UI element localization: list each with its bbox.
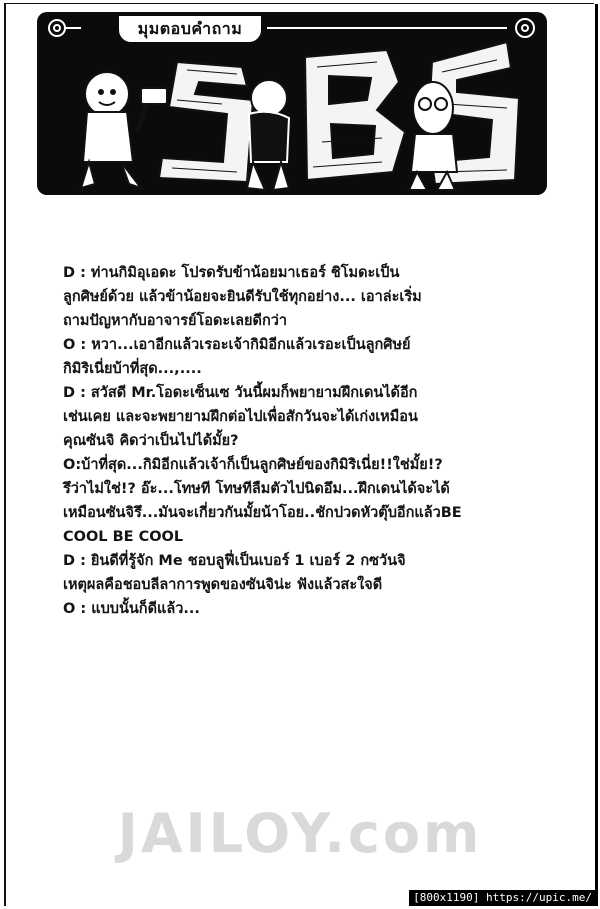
title-tab <box>119 16 261 42</box>
wooden-letters <box>159 42 519 184</box>
article-line: กิมิริเนี่ยบ้าที่สุด...,.... <box>63 361 202 377</box>
swirl-ornament-right <box>267 19 534 37</box>
qa-article <box>63 261 583 621</box>
article-line: รึว่าไม่ใช่!? อ๊ะ...โทษที โทษทีลืมตัวไปนิดอึม...ฝึกเดนได้จะได้ <box>63 481 450 497</box>
article-line: เหมือนซันจิรึ...มันจะเกี่ยวกันมั้ยน้าโอย..ชักปวดหัวตุ๊บอีกแล้วBE <box>63 505 462 521</box>
article-line: D : สวัสดี Mr.โอดะเซ็นเซ วันนี้ผมก็พยายามฝึกเดนได้อีก <box>63 385 418 401</box>
article-line: คุณซันจิ คิดว่าเป็นไปได้มั้ย? <box>63 433 239 449</box>
article-line: เช่นเคย และจะพยายามฝึกต่อไปเพื่อสักวันจะได้เก่งเหมือน <box>63 409 418 425</box>
character-middle <box>247 80 289 190</box>
article-line: COOL BE COOL <box>63 529 184 545</box>
header-panel <box>37 12 547 195</box>
character-left <box>81 72 167 188</box>
article-line: O : หวา...เอาอีกแล้วเรอะเจ้ากิมิอีกแล้วเรอะเป็นลูกศิษย์ <box>63 337 411 353</box>
article-line: D : ยินดีที่รู้จัก Me ชอบลูฟี่เป็นเบอร์ 1 เบอร์ 2 กซวันจิ <box>63 553 406 569</box>
source-tag: [800x1190] https://upic.me/ <box>409 890 596 906</box>
sbs-header-art <box>37 12 547 195</box>
header-title: มุมตอบคำถาม <box>137 18 243 38</box>
watermark: JAILOY.com <box>117 802 483 865</box>
swirl-ornament-left <box>49 20 81 36</box>
article-line: O:บ้าที่สุด...กิมิอีกแล้วเจ้าก็เป็นลูกศิษย์ของกิมิริเนี่ย!!ใช่มั้ย!? <box>63 457 443 473</box>
article-line: ถามปัญหากับอาจารย์โอดะเลยดีกว่า <box>63 313 288 329</box>
article-line: เหตุผลคือชอบลีลาการพูดของซันจิน่ะ ฟังแล้วสะใจดี <box>63 577 383 593</box>
article-line: O : แบบนั้นก็ดีแล้ว... <box>63 601 200 617</box>
article-line: ลูกศิษย์ด้วย แล้วข้าน้อยจะยินดีรับใช้ทุกอย่าง... เอาล่ะเริ่ม <box>63 289 422 305</box>
article-line: D : ท่านกิมิอุเอดะ โปรดรับข้าน้อยมาเธอร์ ชิโมดะเป็น <box>63 265 400 281</box>
